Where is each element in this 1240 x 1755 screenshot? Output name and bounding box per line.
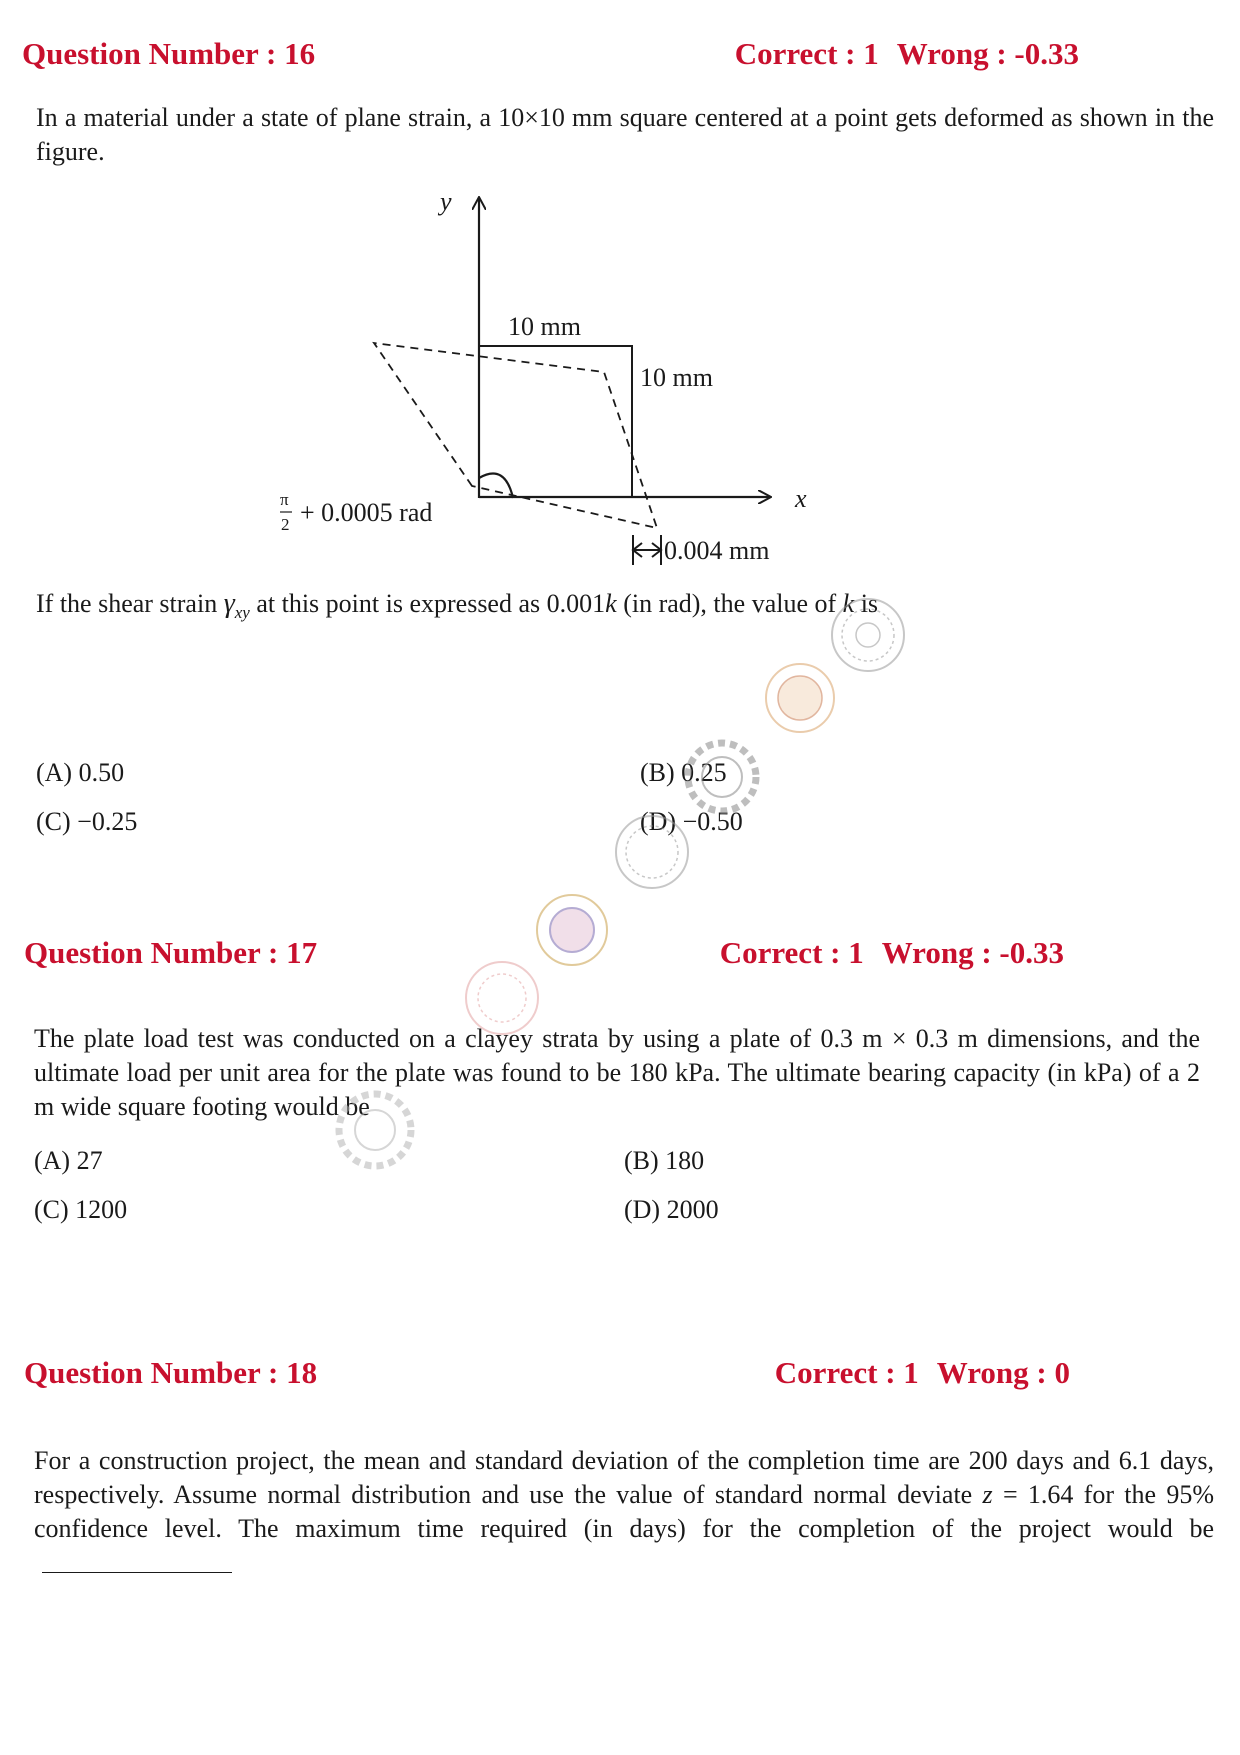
option-a[interactable]: (A) 27 [34, 1146, 103, 1175]
question-16-prompt: If the shear strain $\gamma_{xy}$ at this point is expressed as 0.001k (in rad), the value of k is [36, 588, 879, 623]
option-a[interactable]: (A) 0.50 [36, 758, 125, 787]
displacement-label: 0.004 mm [664, 536, 770, 565]
option-d[interactable]: (D) 2000 [624, 1195, 719, 1224]
wrong-marks: Wrong : 0 [936, 1355, 1070, 1390]
angle-pi: π [280, 490, 289, 509]
option-b[interactable]: (B) 0.25 [640, 758, 727, 787]
original-square [479, 346, 632, 497]
correct-marks: Correct : 1 [719, 935, 864, 970]
y-axis-label: y [440, 187, 452, 216]
angle-two: 2 [281, 515, 290, 534]
wrong-marks: Wrong : -0.33 [896, 36, 1079, 71]
question-18-text: For a construction project, the mean and standard deviation of the completion time are 200 days and 6.1 days, respectively. Assume normal distribution and use the value of standard normal deviate z = 1.64 for the 95% confidence level. The maximum time required (in days) for the completion of the project would be [34, 1444, 1214, 1582]
deformation-figure [280, 180, 820, 580]
question-18-marks [775, 1355, 1070, 1391]
option-b[interactable]: (B) 180 [624, 1146, 705, 1175]
angle-arc [479, 474, 513, 499]
answer-blank[interactable] [42, 1546, 232, 1573]
correct-marks: Correct : 1 [774, 1355, 919, 1390]
option-d[interactable]: (D) −0.50 [640, 807, 743, 836]
question-16-text: In a material under a state of plane strain, a 10×10 mm square centered at a point gets deformed as shown in the figure. [36, 103, 1214, 166]
option-c[interactable]: (C) −0.25 [36, 807, 138, 836]
question-18-number: Question Number : 18 [24, 1355, 318, 1390]
wrong-marks: Wrong : -0.33 [881, 935, 1064, 970]
angle-label: + 0.0005 rad [300, 498, 433, 527]
x-axis-label: x [795, 484, 807, 513]
option-c[interactable]: (C) 1200 [34, 1195, 128, 1224]
seal-watermark-2 [762, 660, 838, 736]
side-dimension-label: 10 mm [640, 363, 713, 392]
question-17-text: The plate load test was conducted on a clayey strata by using a plate of 0.3 m × 0.3 m dimensions, and the ultimate load per unit area for the plate was found to be 180 kPa. The ultimate bearing capacity (in kPa) of a 2 m wide square footing would be [34, 1024, 1200, 1121]
question-17-number: Question Number : 17 [24, 935, 318, 970]
question-16-number: Question Number : 16 [22, 36, 316, 71]
top-dimension-label: 10 mm [508, 312, 581, 341]
question-17-marks [720, 935, 1064, 971]
question-16-marks [735, 36, 1079, 72]
correct-marks: Correct : 1 [734, 36, 879, 71]
emblem-watermark [532, 890, 612, 970]
